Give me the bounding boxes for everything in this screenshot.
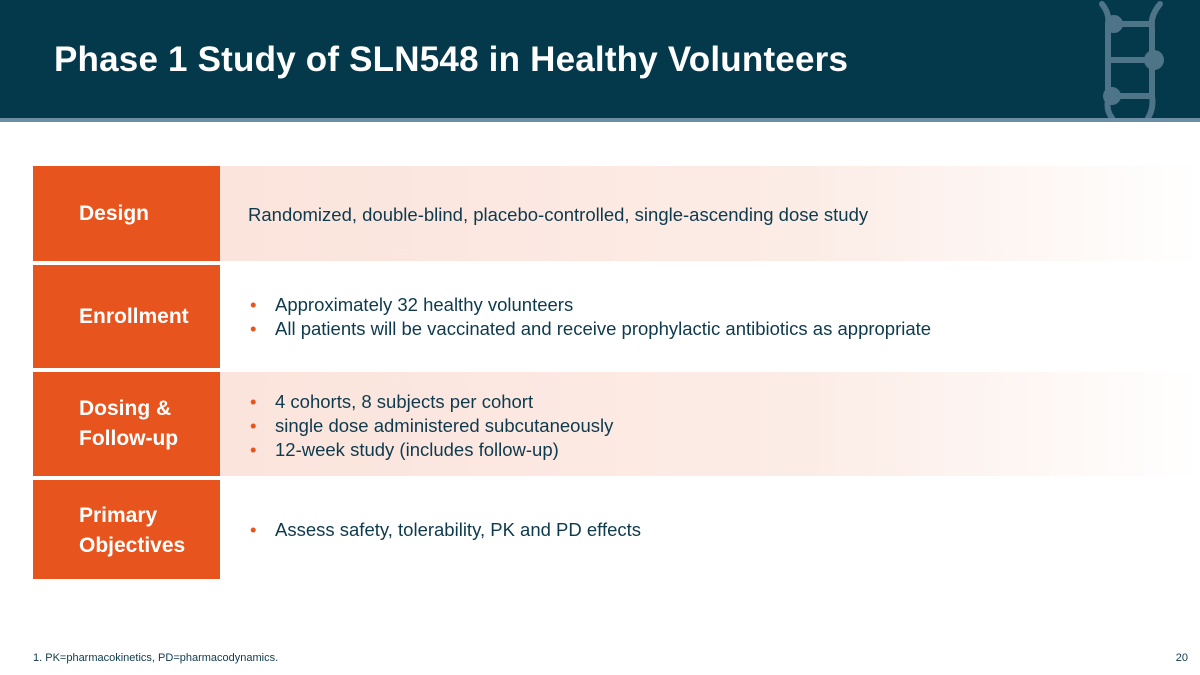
list-item: • 12-week study (includes follow-up) <box>250 439 559 460</box>
company-logo-icon <box>1092 0 1172 118</box>
row-label: Design <box>79 202 150 225</box>
row-content <box>220 265 1200 368</box>
row-dosing <box>33 372 1200 476</box>
row-label: Primary Objectives <box>79 504 186 557</box>
row-content <box>220 372 1200 476</box>
row-enrollment <box>33 265 1200 368</box>
row-label: Dosing & Follow-up <box>79 397 179 450</box>
row-content <box>220 480 1200 579</box>
list-item: • Assess safety, tolerability, PK and PD effects <box>250 519 642 540</box>
dosing-list <box>248 390 613 462</box>
row-label: Enrollment <box>79 305 189 328</box>
header-bar <box>0 0 1200 118</box>
list-item: • 4 cohorts, 8 subjects per cohort <box>250 391 534 412</box>
list-item: • Approximately 32 healthy volunteers <box>250 294 574 315</box>
header-divider <box>0 118 1200 122</box>
row-objectives <box>33 480 1200 579</box>
bullet-icon: • <box>250 439 257 460</box>
page-title: Phase 1 Study of SLN548 in Healthy Volunteers <box>54 40 849 79</box>
bullet-icon: • <box>250 519 257 540</box>
design-text: Randomized, double-blind, placebo-controlled, single-ascending dose study <box>248 204 869 225</box>
page-number: 20 <box>1175 652 1188 664</box>
list-item: • single dose administered subcutaneously <box>250 415 614 436</box>
bullet-icon: • <box>250 294 257 315</box>
objectives-list <box>248 518 641 542</box>
row-design <box>33 166 1200 261</box>
bullet-icon: • <box>250 391 257 412</box>
bullet-icon: • <box>250 415 257 436</box>
bullet-icon: • <box>250 318 257 339</box>
footnote: 1. PK=pharmacokinetics, PD=pharmacodynamics. <box>33 652 279 664</box>
row-label-cell <box>33 265 220 368</box>
enrollment-list <box>248 293 931 341</box>
list-item: • All patients will be vaccinated and receive prophylactic antibiotics as appropriate <box>250 318 932 339</box>
row-label-cell <box>33 372 220 476</box>
row-content <box>220 166 1200 261</box>
row-label-cell <box>33 480 220 579</box>
row-label-cell <box>33 166 220 261</box>
